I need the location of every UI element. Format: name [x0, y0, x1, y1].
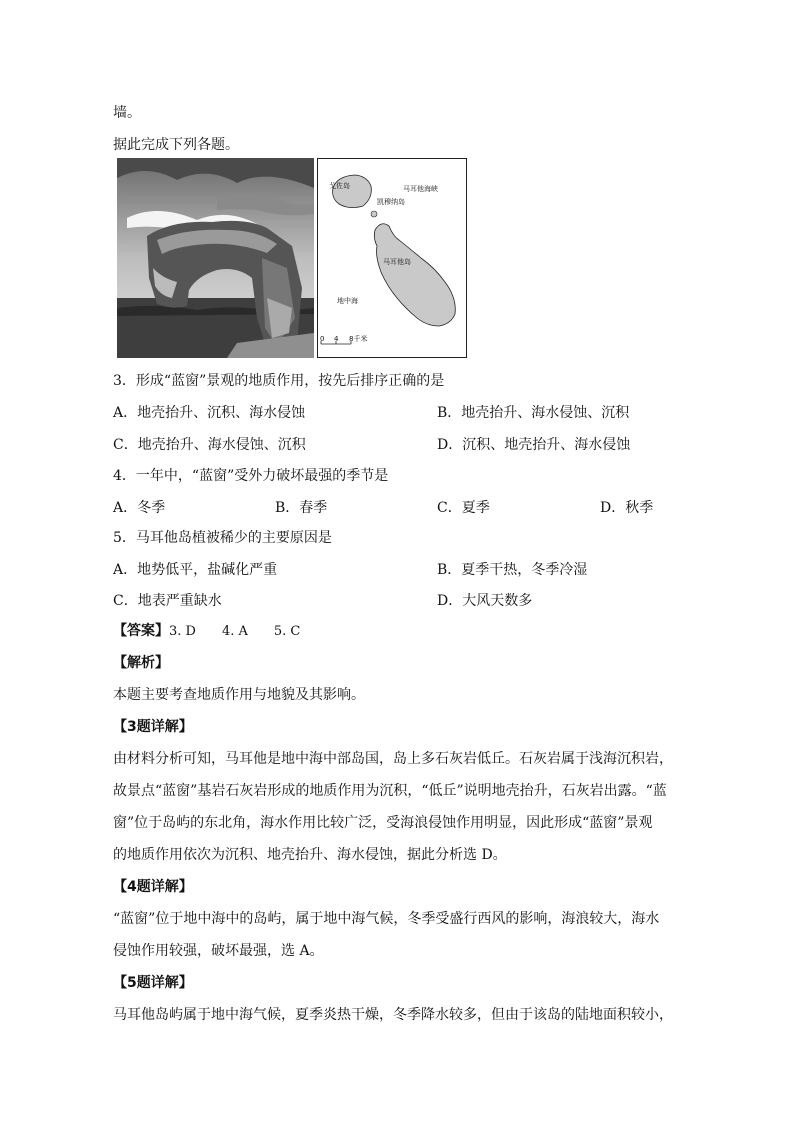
question-4-stem: 4．一年中，“蓝窗”受外力破坏最强的季节是 — [113, 468, 389, 484]
map-label-channel: 马耳他海峡 — [403, 185, 438, 193]
map-label-sea: 地中海 — [337, 297, 358, 305]
option-4c: C．夏季 — [437, 500, 490, 516]
option-4b: B．春季 — [275, 500, 328, 516]
analysis-summary: 本题主要考查地质作用与地貌及其影响。 — [113, 687, 365, 703]
map-label-comino: 凯穆纳岛 — [377, 198, 405, 206]
scale-zero: 0 — [320, 335, 325, 343]
q5-detail-line: 马耳他岛屿属于地中海气候，夏季炎热干燥，冬季降水较多，但由于该岛的陆地面积较小， — [113, 1007, 673, 1023]
q4-detail-line: “蓝窗”位于地中海中的岛屿，属于地中海气候，冬季受盛行西风的影响，海浪较大，海水 — [113, 911, 660, 927]
option-5c: C．地表严重缺水 — [113, 593, 222, 609]
option-3d: D．沉积、地壳抬升、海水侵蚀 — [437, 437, 631, 453]
comino-island — [371, 211, 377, 217]
answer-line — [113, 621, 300, 642]
azure-window-photo — [117, 158, 314, 358]
q5-detail-heading: 【5题详解】 — [113, 975, 193, 991]
option-4a: A．冬季 — [113, 500, 166, 516]
q4-detail-heading: 【4题详解】 — [113, 879, 193, 895]
q3-detail-line: 的地质作用依次为沉积、地壳抬升、海水侵蚀，据此分析选 D。 — [113, 847, 507, 863]
map-label-malta: 马耳他岛 — [383, 258, 411, 266]
q3-detail-line: 由材料分析可知，马耳他是地中海中部岛国，岛上多石灰岩低丘。石灰岩属于浅海沉积岩， — [113, 751, 673, 767]
option-3c: C．地壳抬升、海水侵蚀、沉积 — [113, 437, 306, 453]
option-5a: A．地势低平，盐碱化严重 — [113, 562, 278, 578]
option-5b: B．夏季干热，冬季冷湿 — [437, 562, 588, 578]
map-label-gozo: 戈佐岛 — [329, 182, 350, 190]
option-5d: D．大风天数多 — [437, 593, 533, 609]
option-3b: B．地壳抬升、海水侵蚀、沉积 — [437, 405, 630, 421]
q3-detail-heading: 【3题详解】 — [113, 719, 193, 735]
gozo-island — [333, 175, 372, 208]
intro-text: 据此完成下列各题。 — [113, 137, 239, 153]
q4-detail-line: 侵蚀作用较强，破坏最强，选 A。 — [113, 943, 324, 959]
question-5-stem: 5．马耳他岛植被稀少的主要原因是 — [113, 530, 332, 546]
analysis-label: 【解析】 — [113, 655, 169, 671]
scale-end: 8千米 — [349, 335, 368, 343]
answer-label: 【答案】 — [113, 623, 169, 639]
top-fragment: 墙。 — [113, 105, 141, 121]
scale-mid: 4 — [334, 335, 339, 343]
q3-detail-line: 故景点“蓝窗”基岩石灰岩形成的地质作用为沉积，“低丘”说明地壳抬升，石灰岩出露。“蓝 — [113, 783, 667, 799]
malta-map — [317, 158, 467, 358]
question-3-stem: 3．形成“蓝窗”景观的地质作用，按先后排序正确的是 — [113, 373, 445, 389]
answer-text: 3. D 4. A 5. C — [169, 624, 301, 639]
q3-detail-line: 窗”位于岛屿的东北角，海水作用比较广泛，受海浪侵蚀作用明显，因此形成“蓝窗”景观 — [113, 815, 653, 831]
option-3a: A．地壳抬升、沉积、海水侵蚀 — [113, 405, 306, 421]
option-4d: D．秋季 — [600, 500, 654, 516]
